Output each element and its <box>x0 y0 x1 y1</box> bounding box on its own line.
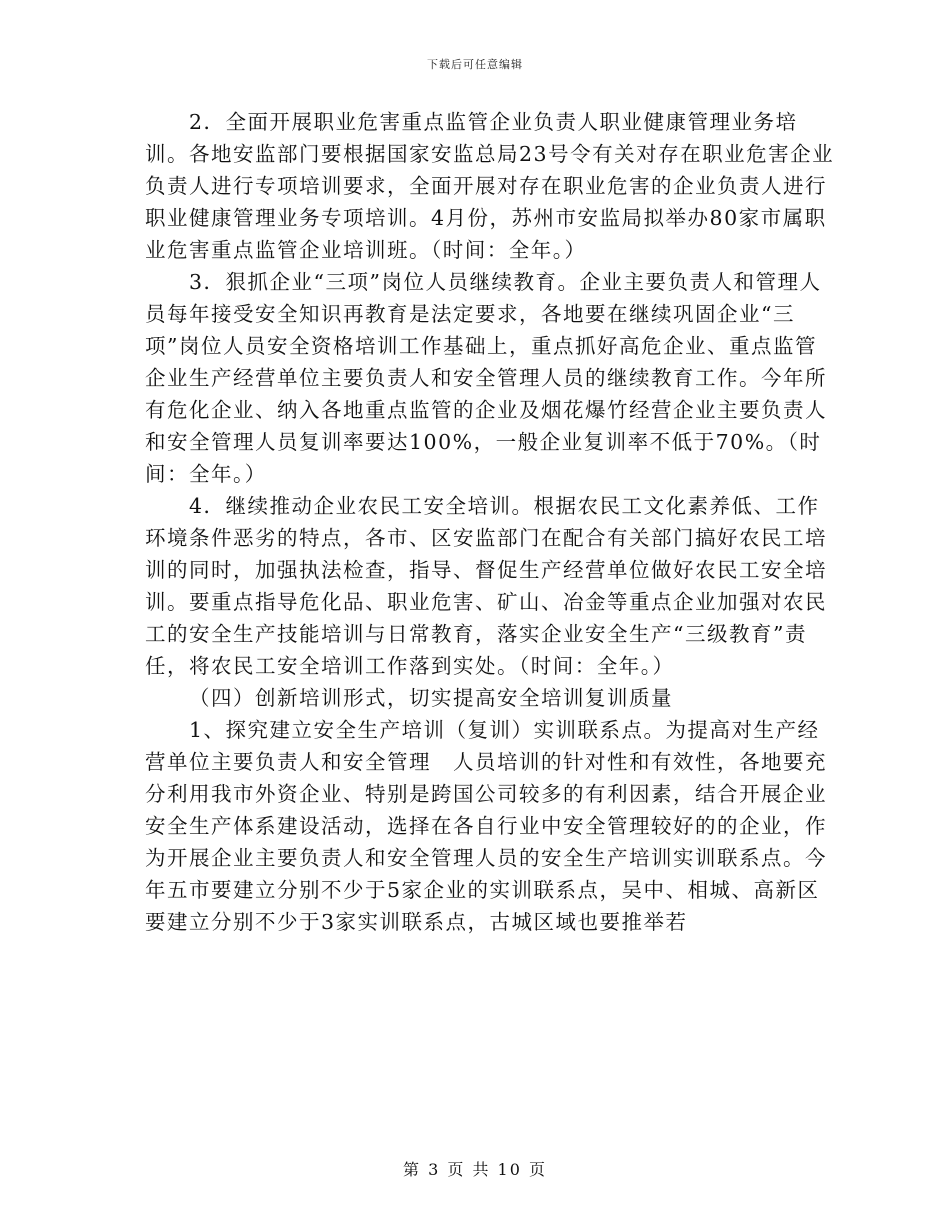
paragraph-item-2: 2．全面开展职业危害重点监管企业负责人职业健康管理业务培训。各地安监部门要根据国家安监总局23号令有关对存在职业危害企业负责人进行专项培训要求，全面开展对存在职业危害的企业负责人进行职业健康管理业务专项培训。4月份，苏州市安监局拟举办80家市属职业危害重点监管企业培训班。（时间：全年。） <box>145 110 835 262</box>
section-heading: （四）创新培训形式，切实提高安全培训复训质量 <box>189 686 673 710</box>
paragraph-item-3: 3．狠抓企业“三项”岗位人员继续教育。企业主要负责人和管理人员每年接受安全知识再教育是法定要求，各地要在继续巩固企业“三项”岗位人员安全资格培训工作基础上，重点抓好高危企业、重点监管企业生产经营单位主要负责人和安全管理人员的继续教育工作。今年所有危化企业、纳入各地重点监管的企业及烟花爆竹经营企业主要负责人和安全管理人员复训率要达100%，一般企业复训率不低于70%。（时间：全年。） <box>145 270 827 486</box>
page-header: 下载后可任意编辑 <box>427 58 523 71</box>
page-number-footer: 第 3 页 共 10 页 <box>403 1160 547 1179</box>
paragraph-item-4: 4．继续推动企业农民工安全培训。根据农民工文化素养低、工作环境条件恶劣的特点，各市、区安监部门在配合有关部门搞好农民工培训的同时，加强执法检查，指导、督促生产经营单位做好农民工安全培训。要重点指导危化品、职业危害、矿山、冶金等重点企业加强对农民工的安全生产技能培训与日常教育，落实企业安全生产“三级教育”责任，将农民工安全培训工作落到实处。（时间：全年。） <box>145 494 827 678</box>
document-body <box>145 106 835 938</box>
paragraph-item-1: 1、探究建立安全生产培训（复训）实训联系点。为提高对生产经营单位主要负责人和安全管理 人员培训的针对性和有效性，各地要充分利用我市外资企业、特别是跨国公司较多的有利因素，结合开展企业安全生产体系建设活动，选择在各自行业中安全管理较好的的企业，作为开展企业主要负责人和安全管理人员的安全生产培训实训联系点。今年五市要建立分别不少于5家企业的实训联系点，吴中、相城、高新区要建立分别不少于3家实训联系点，古城区域也要推举若 <box>145 718 827 934</box>
